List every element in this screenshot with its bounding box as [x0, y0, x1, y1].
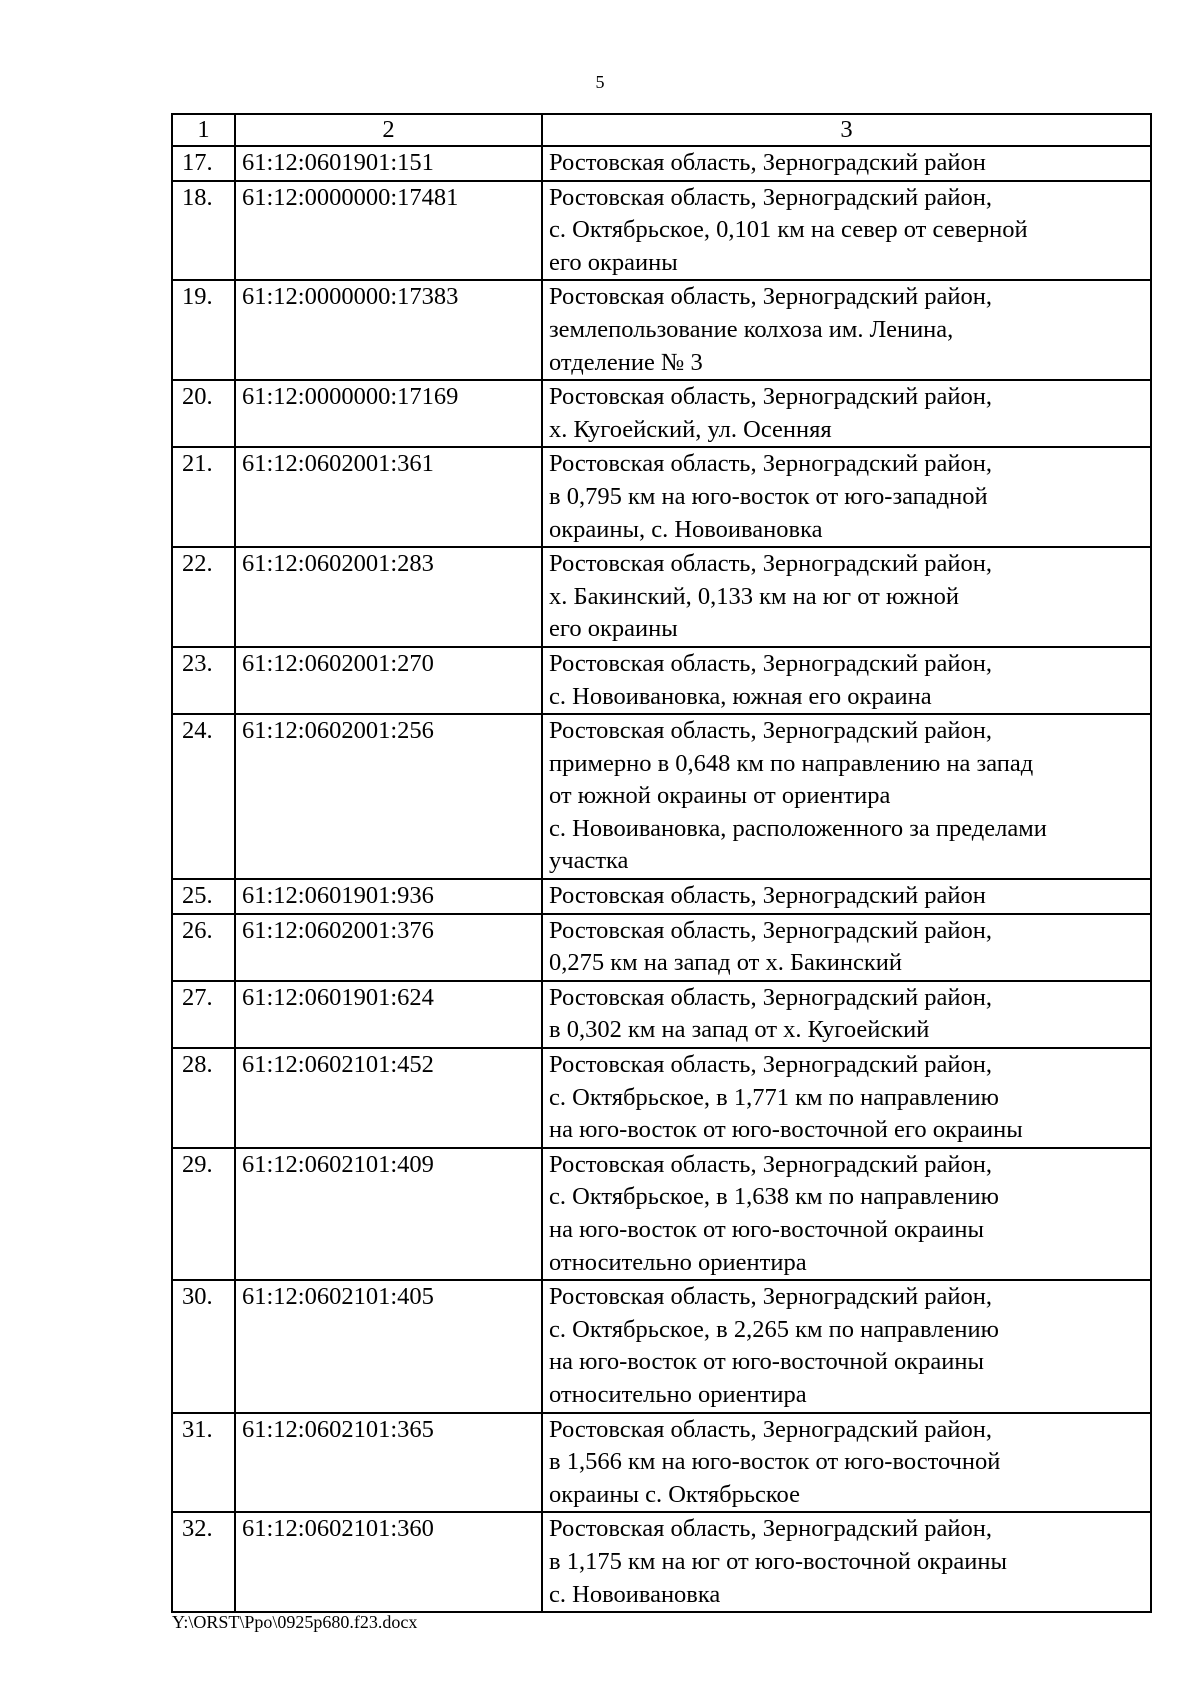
row-number: 22. — [172, 547, 235, 647]
column-header-cadastral: 2 — [235, 114, 542, 146]
cadastral-number: 61:12:0602001:376 — [235, 914, 542, 981]
address-cell: Ростовская область, Зерноградский район, с. Октябрьское, в 1,638 км по направлению на юго-восток от юго-восточной окраины относительно ориентира — [542, 1148, 1151, 1280]
row-number: 28. — [172, 1048, 235, 1148]
cadastral-number: 61:12:0602101:360 — [235, 1512, 542, 1612]
table-header-row — [172, 114, 1151, 146]
row-number: 17. — [172, 146, 235, 181]
land-plots-table — [171, 113, 1152, 1613]
row-number: 18. — [172, 181, 235, 281]
page-number: 5 — [595, 72, 605, 92]
cadastral-number: 61:12:0602001:256 — [235, 714, 542, 879]
cadastral-number: 61:12:0602001:270 — [235, 647, 542, 714]
cadastral-number: 61:12:0602101:452 — [235, 1048, 542, 1148]
table-row — [172, 146, 1151, 181]
cadastral-number: 61:12:0602001:283 — [235, 547, 542, 647]
table-row — [172, 280, 1151, 380]
table-row — [172, 647, 1151, 714]
row-number: 29. — [172, 1148, 235, 1280]
address-cell: Ростовская область, Зерноградский район — [542, 879, 1151, 914]
table-row — [172, 914, 1151, 981]
address-cell: Ростовская область, Зерноградский район, в 1,175 км на юг от юго-восточной окраины с. Новоивановка — [542, 1512, 1151, 1612]
table-row — [172, 447, 1151, 547]
table-row — [172, 1048, 1151, 1148]
row-number: 24. — [172, 714, 235, 879]
cadastral-number: 61:12:0000000:17481 — [235, 181, 542, 281]
row-number: 19. — [172, 280, 235, 380]
row-number: 30. — [172, 1280, 235, 1412]
table-row — [172, 380, 1151, 447]
row-number: 31. — [172, 1413, 235, 1513]
address-cell: Ростовская область, Зерноградский район, с. Октябрьское, в 2,265 км по направлению на юго-восток от юго-восточной окраины относительно ориентира — [542, 1280, 1151, 1412]
row-number: 32. — [172, 1512, 235, 1612]
column-header-number: 1 — [172, 114, 235, 146]
row-number: 21. — [172, 447, 235, 547]
table-row — [172, 879, 1151, 914]
table-row — [172, 1413, 1151, 1513]
cadastral-number: 61:12:0602101:409 — [235, 1148, 542, 1280]
address-cell: Ростовская область, Зерноградский район, 0,275 км на запад от х. Бакинский — [542, 914, 1151, 981]
table-row — [172, 1148, 1151, 1280]
address-cell: Ростовская область, Зерноградский район, землепользование колхоза им. Ленина, отделение № 3 — [542, 280, 1151, 380]
cadastral-number: 61:12:0601901:936 — [235, 879, 542, 914]
table-row — [172, 981, 1151, 1048]
table-row — [172, 1512, 1151, 1612]
cadastral-number: 61:12:0000000:17169 — [235, 380, 542, 447]
table-row — [172, 181, 1151, 281]
address-cell: Ростовская область, Зерноградский район, с. Новоивановка, южная его окраина — [542, 647, 1151, 714]
address-cell: Ростовская область, Зерноградский район, х. Кугоейский, ул. Осенняя — [542, 380, 1151, 447]
cadastral-number: 61:12:0601901:151 — [235, 146, 542, 181]
row-number: 25. — [172, 879, 235, 914]
row-number: 20. — [172, 380, 235, 447]
address-cell: Ростовская область, Зерноградский район, с. Октябрьское, в 1,771 км по направлению на юго-восток от юго-восточной его окраины — [542, 1048, 1151, 1148]
cadastral-number: 61:12:0602001:361 — [235, 447, 542, 547]
cadastral-number: 61:12:0602101:405 — [235, 1280, 542, 1412]
cadastral-number: 61:12:0000000:17383 — [235, 280, 542, 380]
row-number: 27. — [172, 981, 235, 1048]
cadastral-number: 61:12:0601901:624 — [235, 981, 542, 1048]
footer-file-path: Y:\ORST\Ppo\0925p680.f23.docx — [172, 1612, 418, 1632]
column-header-address: 3 — [542, 114, 1151, 146]
address-cell: Ростовская область, Зерноградский район, в 0,302 км на запад от х. Кугоейский — [542, 981, 1151, 1048]
table-row — [172, 714, 1151, 879]
row-number: 23. — [172, 647, 235, 714]
address-cell: Ростовская область, Зерноградский район, примерно в 0,648 км по направлению на запад от южной окраины от ориентира с. Новоивановка, расположенного за пределами участка — [542, 714, 1151, 879]
address-cell: Ростовская область, Зерноградский район, в 1,566 км на юго-восток от юго-восточной окраины с. Октябрьское — [542, 1413, 1151, 1513]
cadastral-number: 61:12:0602101:365 — [235, 1413, 542, 1513]
address-cell: Ростовская область, Зерноградский район, с. Октябрьское, 0,101 км на север от северной его окраины — [542, 181, 1151, 281]
table-row — [172, 547, 1151, 647]
address-cell: Ростовская область, Зерноградский район — [542, 146, 1151, 181]
address-cell: Ростовская область, Зерноградский район, х. Бакинский, 0,133 км на юг от южной его окраины — [542, 547, 1151, 647]
address-cell: Ростовская область, Зерноградский район, в 0,795 км на юго-восток от юго-западной окраины, с. Новоивановка — [542, 447, 1151, 547]
row-number: 26. — [172, 914, 235, 981]
table-row — [172, 1280, 1151, 1412]
